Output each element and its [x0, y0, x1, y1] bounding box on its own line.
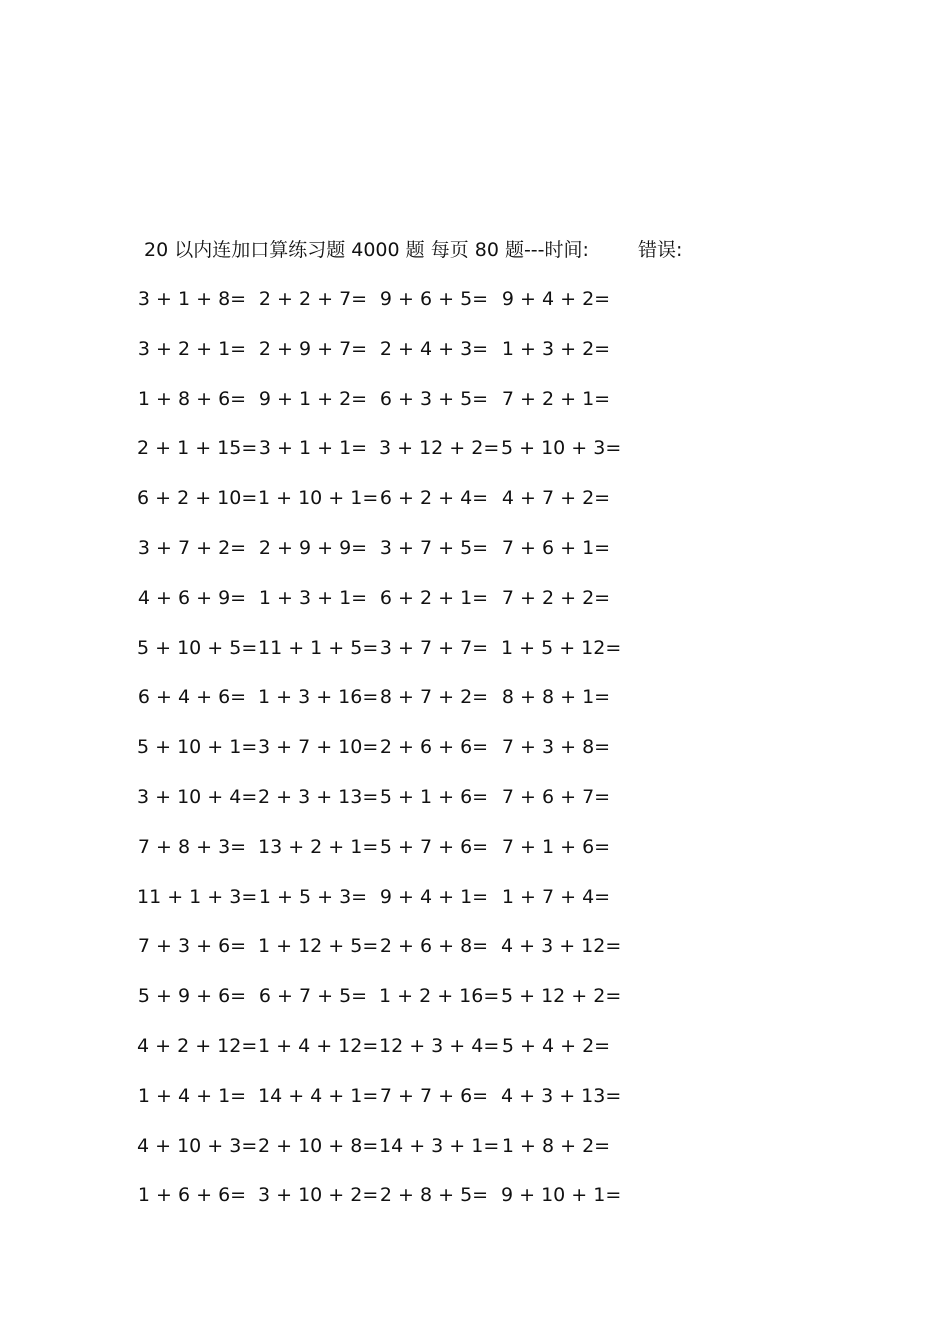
problem-row	[0, 1031, 950, 1061]
problem-item: 7 + 1 + 6=	[501, 835, 611, 858]
problem-item: 2 + 10 + 8=	[258, 1134, 379, 1157]
problem-item: 14 + 4 + 1=	[258, 1084, 379, 1107]
problem-row	[0, 782, 950, 812]
problem-item: 6 + 2 + 1=	[379, 586, 489, 609]
problem-item: 7 + 6 + 7=	[501, 786, 611, 808]
problem-row	[0, 583, 950, 613]
problem-item: 2 + 9 + 7=	[258, 337, 368, 360]
problem-item: 5 + 10 + 1=	[137, 736, 258, 759]
problem-item: 7 + 6 + 1=	[501, 537, 611, 559]
problem-item: 6 + 4 + 6=	[137, 686, 247, 709]
problem-item: 13 + 2 + 1=	[258, 835, 379, 858]
problem-item: 2 + 9 + 9=	[258, 537, 368, 559]
problem-item: 9 + 10 + 1=	[501, 1184, 622, 1207]
problem-item: 7 + 2 + 1=	[501, 387, 611, 410]
problem-item: 4 + 3 + 13=	[501, 1084, 622, 1107]
problem-item: 12 + 3 + 4=	[379, 1035, 500, 1057]
problem-row	[0, 732, 950, 762]
problem-item: 2 + 6 + 8=	[379, 935, 489, 958]
problem-item: 5 + 7 + 6=	[379, 835, 489, 858]
problem-row	[0, 1180, 950, 1210]
problem-item: 3 + 10 + 2=	[258, 1184, 379, 1207]
problem-row	[0, 384, 950, 414]
problem-item: 1 + 6 + 6=	[137, 1184, 247, 1207]
problem-item: 5 + 10 + 3=	[501, 437, 622, 460]
problem-item: 7 + 2 + 2=	[501, 586, 611, 609]
problem-item: 1 + 8 + 2=	[501, 1134, 611, 1157]
problem-item: 6 + 2 + 4=	[379, 487, 489, 510]
problem-item: 9 + 1 + 2=	[258, 387, 368, 410]
problem-row	[0, 1131, 950, 1161]
problem-item: 9 + 4 + 2=	[501, 288, 611, 310]
problem-item: 4 + 7 + 2=	[501, 487, 611, 510]
problem-item: 3 + 7 + 5=	[379, 537, 489, 559]
problem-item: 2 + 8 + 5=	[379, 1184, 489, 1207]
problem-row	[0, 483, 950, 513]
problem-item: 2 + 4 + 3=	[379, 337, 489, 360]
problem-item: 3 + 7 + 10=	[258, 736, 379, 759]
problem-row	[0, 633, 950, 663]
problem-item: 3 + 10 + 4=	[137, 786, 258, 808]
problem-item: 1 + 12 + 5=	[258, 935, 379, 958]
problem-row	[0, 882, 950, 912]
problem-item: 6 + 2 + 10=	[137, 487, 258, 510]
problem-item: 1 + 3 + 1=	[258, 586, 368, 609]
problem-row	[0, 981, 950, 1011]
problem-row	[0, 284, 950, 314]
problem-item: 4 + 6 + 9=	[137, 586, 247, 609]
problem-item: 5 + 1 + 6=	[379, 786, 489, 808]
problem-item: 1 + 4 + 12=	[258, 1035, 379, 1057]
problem-item: 7 + 8 + 3=	[137, 835, 247, 858]
problem-item: 2 + 1 + 15=	[137, 437, 258, 460]
problem-item: 3 + 1 + 8=	[137, 288, 247, 310]
problem-item: 1 + 10 + 1=	[258, 487, 379, 510]
problem-item: 3 + 7 + 7=	[379, 636, 489, 659]
problem-item: 3 + 2 + 1=	[137, 337, 247, 360]
problem-item: 6 + 7 + 5=	[258, 985, 368, 1008]
problem-item: 1 + 5 + 3=	[258, 885, 368, 908]
problem-item: 4 + 2 + 12=	[137, 1035, 258, 1057]
problem-item: 2 + 2 + 7=	[258, 288, 368, 310]
problem-item: 5 + 12 + 2=	[501, 985, 622, 1008]
problem-item: 11 + 1 + 5=	[258, 636, 379, 659]
problem-item: 8 + 8 + 1=	[501, 686, 611, 709]
problem-item: 6 + 3 + 5=	[379, 387, 489, 410]
problem-item: 2 + 3 + 13=	[258, 786, 379, 808]
problem-item: 1 + 3 + 16=	[258, 686, 379, 709]
problem-item: 14 + 3 + 1=	[379, 1134, 500, 1157]
problem-item: 1 + 3 + 2=	[501, 337, 611, 360]
problem-item: 3 + 7 + 2=	[137, 537, 247, 559]
error-label: 错误:	[638, 239, 683, 261]
problem-item: 1 + 5 + 12=	[501, 636, 622, 659]
problem-item: 5 + 9 + 6=	[137, 985, 247, 1008]
title-text: 20 以内连加口算练习题 4000 题 每页 80 题---时间:	[144, 239, 589, 261]
problem-item: 7 + 3 + 6=	[137, 935, 247, 958]
problem-row	[0, 931, 950, 961]
problem-row	[0, 832, 950, 862]
problem-item: 9 + 6 + 5=	[379, 288, 489, 310]
problem-row	[0, 682, 950, 712]
problem-item: 1 + 4 + 1=	[137, 1084, 247, 1107]
problem-item: 5 + 4 + 2=	[501, 1035, 611, 1057]
problem-item: 7 + 3 + 8=	[501, 736, 611, 759]
problem-item: 4 + 3 + 12=	[501, 935, 622, 958]
problem-row	[0, 533, 950, 563]
problem-item: 11 + 1 + 3=	[137, 885, 258, 908]
problem-row	[0, 433, 950, 463]
problem-item: 3 + 1 + 1=	[258, 437, 368, 460]
problem-item: 4 + 10 + 3=	[137, 1134, 258, 1157]
problem-item: 5 + 10 + 5=	[137, 636, 258, 659]
problem-item: 8 + 7 + 2=	[379, 686, 489, 709]
problem-item: 3 + 12 + 2=	[379, 437, 500, 460]
problem-item: 2 + 6 + 6=	[379, 736, 489, 759]
problem-item: 1 + 8 + 6=	[137, 387, 247, 410]
problem-item: 1 + 7 + 4=	[501, 885, 611, 908]
problem-item: 9 + 4 + 1=	[379, 885, 489, 908]
problem-row	[0, 1081, 950, 1111]
problem-item: 7 + 7 + 6=	[379, 1084, 489, 1107]
problem-row	[0, 334, 950, 364]
problem-item: 1 + 2 + 16=	[379, 985, 500, 1008]
